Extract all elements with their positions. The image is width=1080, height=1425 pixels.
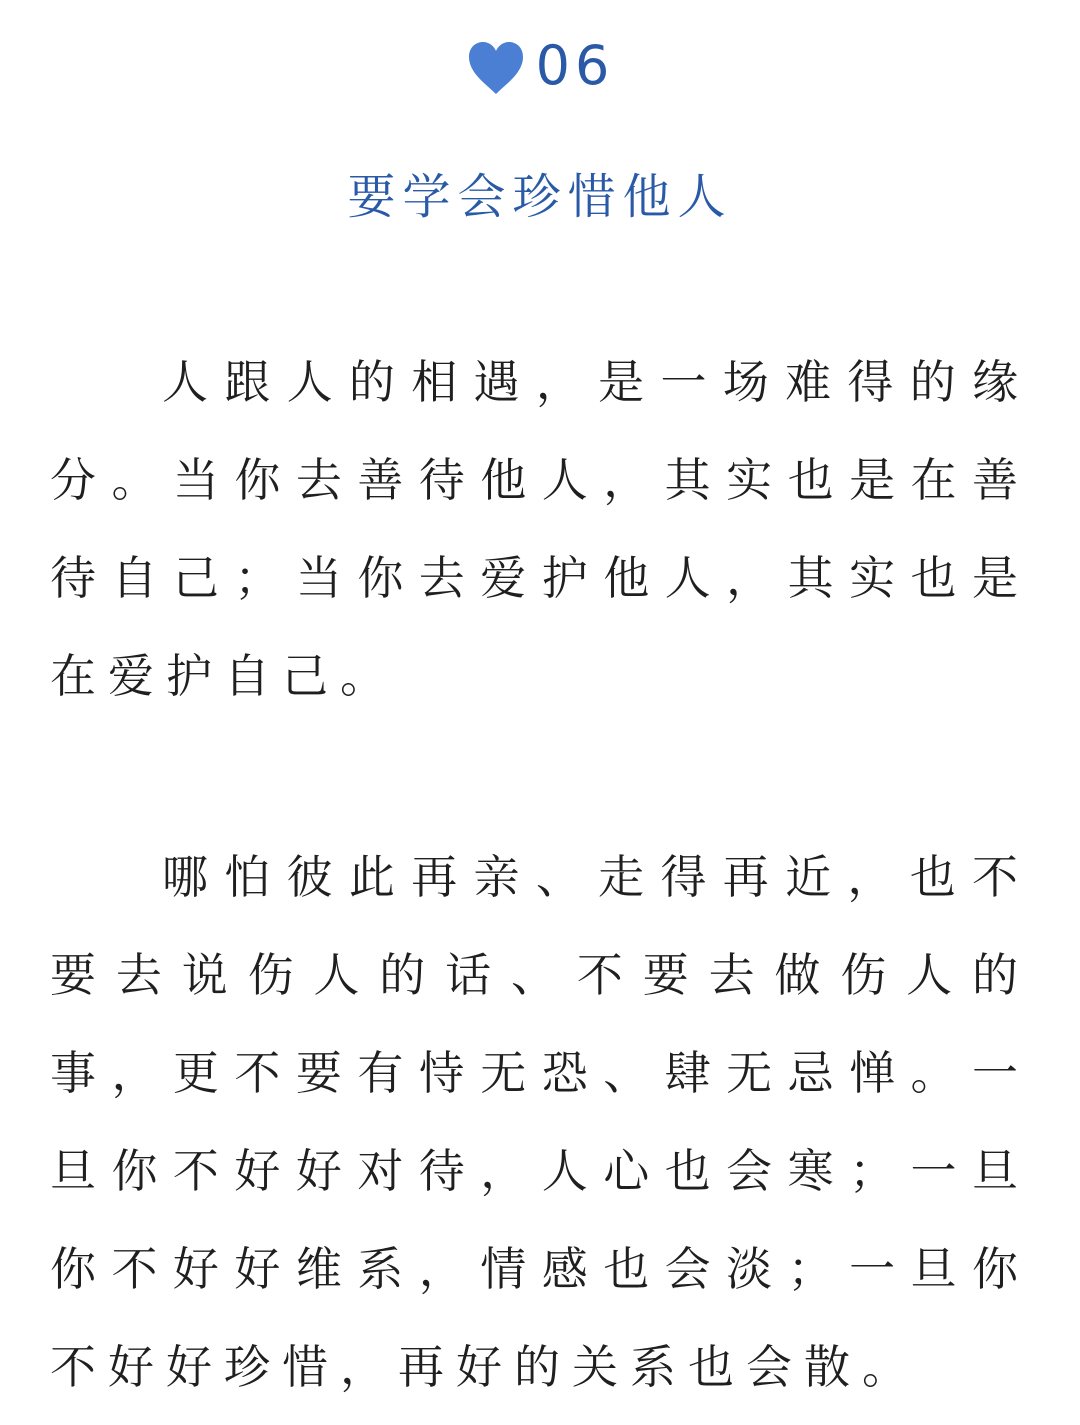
heart-icon <box>466 40 526 96</box>
paragraph-1: 人跟人的相遇，是一场难得的缘分。当你去善待他人，其实也是在善待自己；当你去爱护他人，其实也是在爱护自己。 <box>50 355 1030 703</box>
section-header <box>0 34 1080 98</box>
paragraph-2: 哪怕彼此再亲、走得再近，也不要去说伤人的话、不要去做伤人的事，更不要有恃无恐、肆无忌惮。一旦你不好好对待，人心也会寒；一旦你不好好维系，情感也会淡；一旦你不好好珍惜，再好的关系也会散。 <box>50 850 1030 1394</box>
section-number: 06 <box>535 34 615 97</box>
section-title: 要学会珍惜他人 <box>347 169 733 225</box>
